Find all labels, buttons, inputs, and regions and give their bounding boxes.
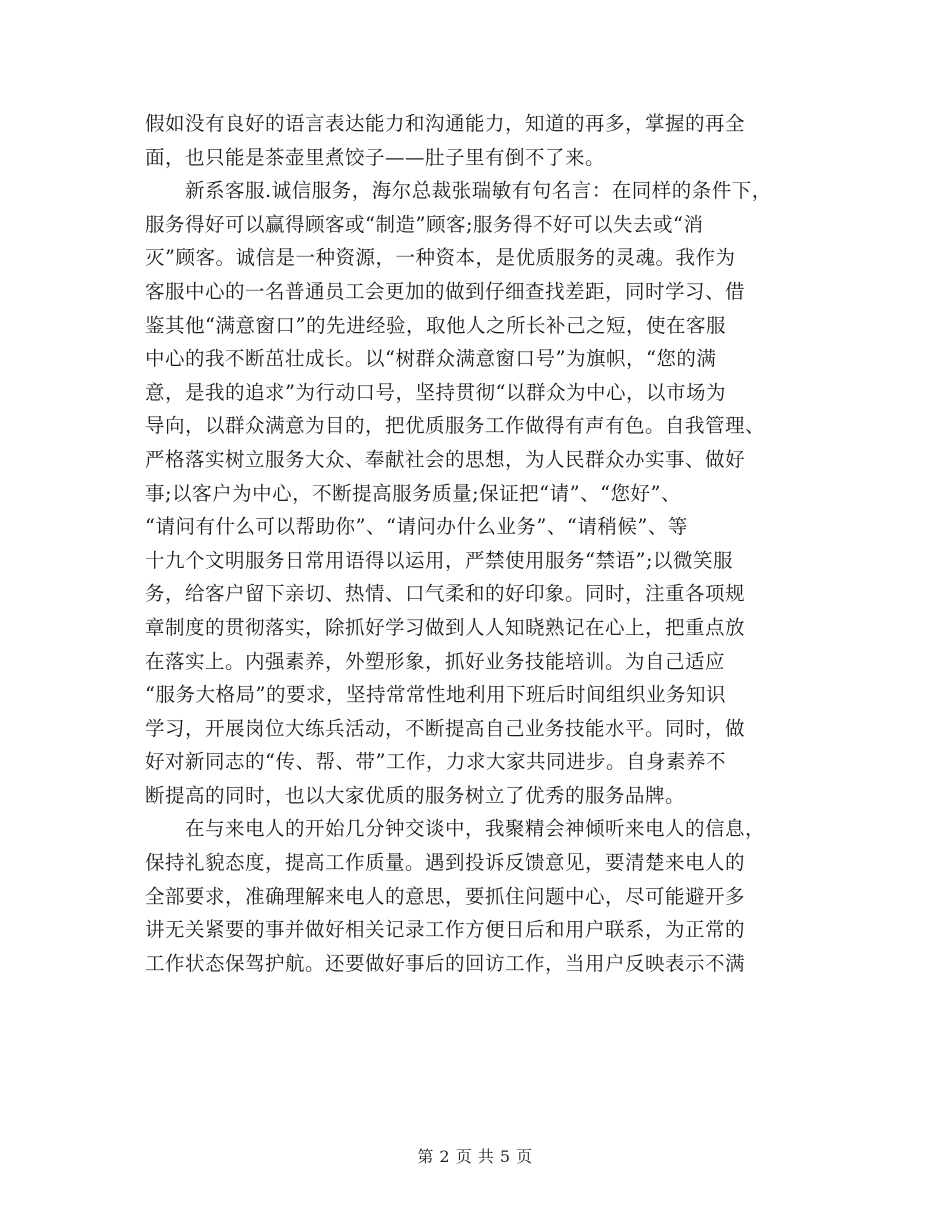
text-line: 新系客服.诚信服务，海尔总裁张瑞敏有句名言：在同样的条件下， <box>145 179 772 203</box>
text-line: 学习，开展岗位大练兵活动，不断提高自己业务技能水平。同时，做 <box>145 716 746 740</box>
text-line: 事;以客户为中心，不断提高服务质量;保证把“请”、“您好”、 <box>145 481 682 505</box>
text-line: 章制度的贯彻落实，除抓好学习做到人人知晓熟记在心上，把重点放 <box>145 615 746 639</box>
text-line: “请问有什么可以帮助你”、“请问办什么业务”、“请稍候”、等 <box>145 515 688 539</box>
text-line: 全部要求，准确理解来电人的意思，要抓住问题中心，尽可能避开多 <box>145 884 746 908</box>
text-line: 好对新同志的“传、帮、带”工作，力求大家共同进步。自身素养不 <box>145 750 726 774</box>
text-line: “服务大格局”的要求，坚持常常性地利用下班后时间组织业务知识 <box>145 683 726 707</box>
text-line: 十九个文明服务日常用语得以运用，严禁使用服务“禁语”;以微笑服 <box>145 548 734 572</box>
text-line: 服务得好可以赢得顾客或“制造”顾客;服务得不好可以失去或“消 <box>145 212 704 236</box>
text-line: 在与来电人的开始几分钟交谈中，我聚精会神倾听来电人的信息， <box>145 817 766 841</box>
text-line: 意，是我的追求”为行动口号，坚持贯彻“以群众为中心，以市场为 <box>145 380 726 404</box>
text-line: 灭”顾客。诚信是一种资源，一种资本，是优质服务的灵魂。我作为 <box>145 246 736 270</box>
text-line: 严格落实树立服务大众、奉献社会的思想，为人民群众办实事、做好 <box>145 447 746 471</box>
text-line: 中心的我不断茁壮成长。以“树群众满意窗口号”为旗帜，“您的满 <box>145 347 717 371</box>
text-line: 工作状态保驾护航。还要做好事后的回访工作，当用户反映表示不满 <box>145 951 746 975</box>
text-line: 鉴其他“满意窗口”的先进经验，取他人之所长补己之短，使在客服 <box>145 313 726 337</box>
text-line: 讲无关紧要的事并做好相关记录工作方便日后和用户联系，为正常的 <box>145 918 746 942</box>
text-line: 客服中心的一名普通员工会更加的做到仔细查找差距，同时学习、借 <box>145 279 746 303</box>
text-line: 假如没有良好的语言表达能力和沟通能力，知道的再多，掌握的再全 <box>145 112 746 135</box>
text-line: 导向，以群众满意为目的，把优质服务工作做得有声有色。自我管理、 <box>145 414 766 438</box>
text-line: 断提高的同时，也以大家优质的服务树立了优秀的服务品牌。 <box>145 783 686 807</box>
text-line: 保持礼貌态度，提高工作质量。遇到投诉反馈意见，要清楚来电人的 <box>145 851 746 875</box>
text-line: 务，给客户留下亲切、热情、口气柔和的好印象。同时，注重各项规 <box>145 582 746 606</box>
page-footer: 第 2 页 共 5 页 <box>417 1147 533 1166</box>
text-line: 面，也只能是茶壶里煮饺子——肚子里有倒不了来。 <box>145 145 606 169</box>
text-line: 在落实上。内强素养，外塑形象，抓好业务技能培训。为自己适应 <box>145 649 726 673</box>
document-body <box>145 107 825 980</box>
